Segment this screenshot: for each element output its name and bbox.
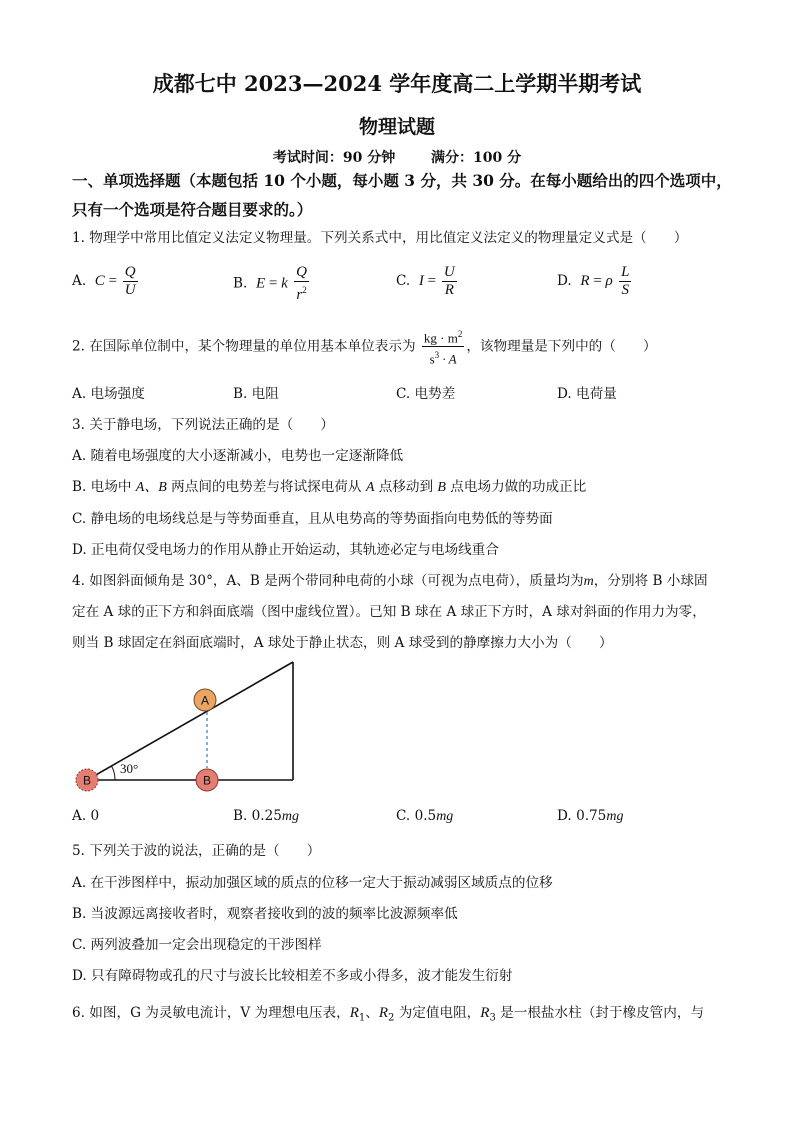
ball-b-corner-label: B xyxy=(82,773,92,788)
full-score: 满分：100 分 xyxy=(431,150,522,166)
ball-b-below xyxy=(196,769,218,791)
q5-stem: 5. 下列关于波的说法，正确的是（ ） xyxy=(72,843,321,859)
q2-stem: 2. 在国际单位制中，某个物理量的单位用基本单位表示为 $\frac{kg \cdot m^2}{s^3 \cdot A}$ ，该物理量是下列中的（ ） xyxy=(72,326,657,368)
q5-option-b: B. 当波源远离接收者时，观察者接收到的波的频率比波源频率低 xyxy=(72,906,458,922)
q4-line-3: 则当 B 球固定在斜面底端时，A 球处于静止状态，则 A 球受到的静摩擦力大小为（ ） xyxy=(72,635,613,651)
q1-option-c: C. I = $\frac{U}{R}$ xyxy=(396,264,455,298)
q3-stem: 3. 关于静电场，下列说法正确的是（ ） xyxy=(72,417,334,433)
q4-option-a: A. 0 xyxy=(72,808,100,824)
angle-label: 30° xyxy=(120,761,139,776)
ball-b-corner xyxy=(76,769,98,791)
q3-option-a: A. 随着电场强度的大小逐渐减小，电势也一定逐渐降低 xyxy=(72,448,404,464)
q2-option-a: A. 电场强度 xyxy=(72,386,145,402)
exam-time: 考试时间：90 分钟 xyxy=(272,150,396,166)
q4-option-d: D. 0.75mg xyxy=(557,808,624,824)
ball-a-label: A xyxy=(200,693,210,708)
ball-a xyxy=(194,689,216,711)
q5-option-d: D. 只有障碍物或孔的尺寸与波长比较相差不多或小得多，波才能发生衍射 xyxy=(72,968,513,984)
q1-option-b: B. E = k $\frac{Q}{r^2}$ xyxy=(233,264,307,303)
q2-option-c: C. 电势差 xyxy=(396,386,456,402)
exam-meta xyxy=(0,147,794,167)
section-heading: 一、单项选择题（本题包括 10 个小题，每小题 3 分，共 30 分。在每小题给出的四个选项中，只有一个选项是符合题目要求的。） xyxy=(72,171,732,219)
q1-stem: 1. 物理学中常用比值定义法定义物理量。下列关系式中，用比值定义法定义的物理量定义式是（ ） xyxy=(72,230,688,246)
q4-line-1: 4. 如图斜面倾角是 30°，A、B 是两个带同种电荷的小球（可视为点电荷），质量均为m，分别将 B 小球固 xyxy=(72,573,708,589)
incline-slope xyxy=(87,662,293,780)
q4-option-c: C. 0.5mg xyxy=(396,808,454,824)
q2-option-d: D. 电荷量 xyxy=(557,386,617,402)
exam-title: 成都七中 2023—2024 学年度高二上学期半期考试 xyxy=(152,71,642,96)
q4-line-2: 定在 A 球的正下方和斜面底端（图中虚线位置）。已知 B 球在 A 球正下方时，A 球对斜面的作用力为零， xyxy=(72,604,706,620)
incline-figure xyxy=(70,660,300,795)
q3-option-d: D. 正电荷仅受电场力的作用从静止开始运动，其轨迹必定与电场线重合 xyxy=(72,542,499,558)
q5-option-c: C. 两列波叠加一定会出现稳定的干涉图样 xyxy=(72,937,322,953)
q3-option-b: B. 电场中 A、B 两点间的电势差与将试探电荷从 A 点移动到 B 点电场力做的功成正比 xyxy=(72,479,587,495)
q1-option-a: A. C = $\frac{Q}{U}$ xyxy=(72,264,136,298)
q2-option-b: B. 电阻 xyxy=(233,386,279,402)
q1-option-d: D. R = ρ $\frac{L}{S}$ xyxy=(557,264,630,298)
q3-option-c: C. 静电场的电场线总是与等势面垂直，且从电势高的等势面指向电势低的等势面 xyxy=(72,511,553,527)
q6-stem: 6. 如图，G 为灵敏电流计，V 为理想电压表，$R_1$、$R_2$ 为定值电阻，$R_3$ 是一根盐水柱（封于橡皮管内，与 xyxy=(72,1005,705,1024)
angle-arc xyxy=(112,766,116,780)
subject-title: 物理试题 xyxy=(358,116,435,138)
ball-b-below-label: B xyxy=(202,773,212,788)
q5-option-a: A. 在干涉图样中，振动加强区域的质点的位移一定大于振动减弱区域质点的位移 xyxy=(72,875,553,891)
q4-option-b: B. 0.25mg xyxy=(233,808,300,824)
